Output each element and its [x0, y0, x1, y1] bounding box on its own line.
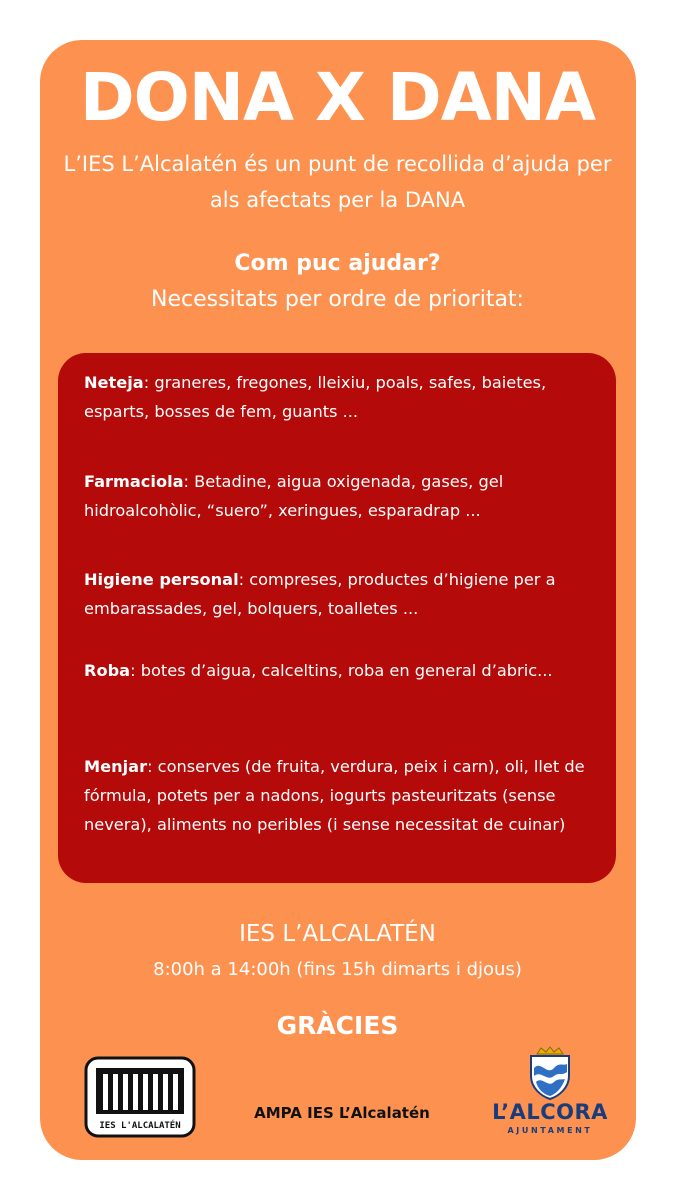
thanks-text: GRÀCIES: [276, 1011, 399, 1040]
help-question: Com puc ajudar?: [234, 251, 441, 276]
town-subtitle: AJUNTAMENT: [507, 1126, 593, 1135]
need-item-first-aid: [84, 467, 596, 525]
town-name: L’ALCORA: [492, 1100, 608, 1124]
need-items: : graneres, fregones, lleixiu, poals, safes, baietes, esparts, bosses de fem, guants ...: [84, 373, 547, 421]
poster-title: DONA X DANA: [79, 59, 596, 136]
need-item-hygiene: [84, 565, 596, 623]
priority-intro: Necessitats per ordre de prioritat:: [151, 287, 524, 312]
need-items: : botes d’aigua, calceltins, roba en general d’abric...: [130, 661, 553, 680]
opening-hours: 8:00h a 14:00h (fins 15h dimarts i djous): [153, 959, 522, 980]
need-category: Roba: [84, 661, 131, 680]
ampa-label: AMPA IES L’Alcalatén: [254, 1104, 430, 1122]
need-category: Neteja: [84, 373, 144, 392]
need-items: : Betadine, aigua oxigenada, gases, gel hidroalcohòlic, “suero”, xeringues, esparadrap ...: [84, 472, 504, 520]
poster-subtitle: L’IES L’Alcalatén és un punt de recollida d’ajuda per als afectats per la DANA: [63, 152, 612, 212]
need-items: : conserves (de fruita, verdura, peix i carn), oli, llet de fórmula, potets per a nadons, iogurts pasteuritzats (sense nevera), aliments no peribles (i sense necessitat de cuinar): [84, 757, 585, 834]
town-logo: [484, 1046, 616, 1138]
need-category: Higiene personal: [84, 570, 239, 589]
needs-list: [58, 353, 616, 883]
need-category: Farmaciola: [84, 472, 184, 491]
need-item-cleaning: [84, 368, 596, 426]
need-category: Menjar: [84, 757, 148, 776]
need-items: : compreses, productes d’higiene per a embarassades, gel, bolquers, toalletes ...: [84, 570, 556, 618]
need-item-clothing: [84, 656, 596, 685]
gate-logo-icon: [84, 1056, 196, 1138]
location-name: IES L’ALCALATÉN: [239, 921, 436, 947]
coat-of-arms-icon: [527, 1046, 573, 1100]
need-item-food: [84, 752, 596, 839]
ies-logo-text: IES L'ALCALATÉN: [99, 1121, 181, 1131]
